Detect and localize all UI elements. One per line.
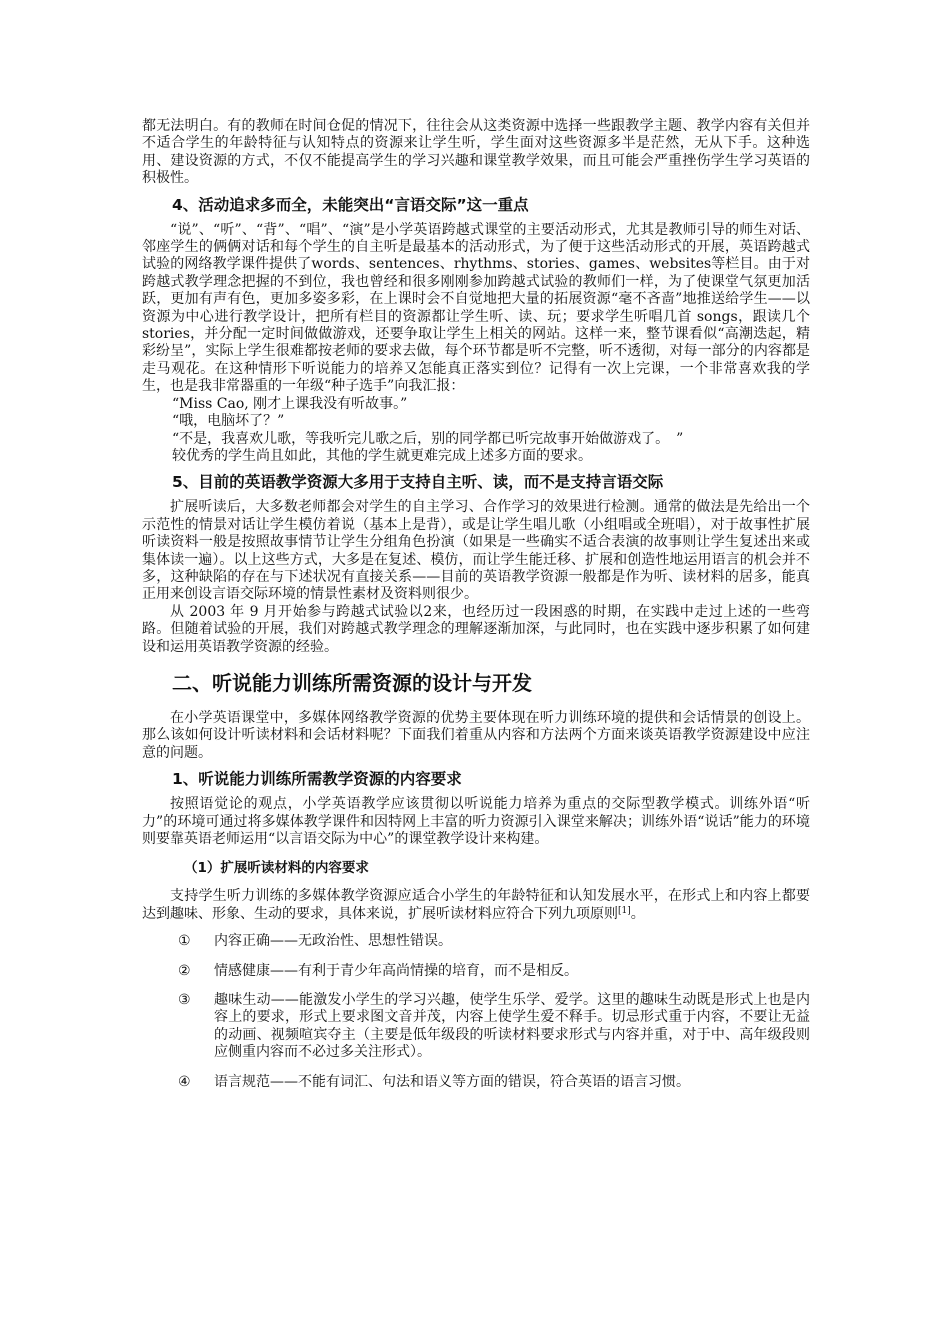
paragraph-since-2003: 从 2003 年 9 月开始参与跨越式试验以2来，也经历过一段困惑的时期，在实践中走过上述的一些弯路。但随着试验的开展，我们对跨越式教学理念的理解逐渐加深，与此同时，也在实践中逐步积累了如何建设和运用英语教学资源的经验。	[142, 603, 810, 655]
list-item-text: 语言规范——不能有词汇、句法和语义等方面的错误，符合英语的语言习惯。	[214, 1073, 690, 1090]
heading-content-requirements: 1、听说能力训练所需教学资源的内容要求	[172, 770, 462, 789]
dialog-line-1: “Miss Cao, 刚才上课我没有听故事。”	[172, 395, 408, 412]
list-item	[142, 963, 810, 980]
subheading-listening-materials: （1）扩展听读材料的内容要求	[184, 860, 369, 877]
list-item-number: ③	[178, 992, 191, 1009]
paragraph-content: 按照语觉论的观点，小学英语教学应该贯彻以听说能力培养为重点的交际型教学模式。训练外语“听力”的环境可通过将多媒体教学课件和因特网上丰富的听力资源引入课堂来解决；训练外语“说话”能力的环境则要靠英语老师运用“以言语交际为中心”的课堂教学设计来构建。	[142, 796, 810, 847]
list-item	[142, 1074, 810, 1091]
paragraph-section-2: 在小学英语课堂中，多媒体网络教学资源的优势主要体现在听力训练环境的提供和会话情景的创设上。那么该如何设计听读材料和会话材料呢？下面我们着重从内容和方法两个方面来谈英语教学资源建设中应注意的问题。	[142, 709, 810, 761]
heading-activities: 4、活动追求多而全，未能突出“言语交际”这一重点	[172, 195, 529, 214]
list-item-number: ④	[178, 1073, 191, 1090]
heading-resources-listening: 5、目前的英语教学资源大多用于支持自主听、读，而不是支持言语交际	[172, 473, 664, 492]
paragraph-activities: “说”、“听”、“背”、“唱”、“演”是小学英语跨越式课堂的主要活动形式，尤其是教师引导的师生对话、邻座学生的俩俩对话和每个学生的自主听是最基本的活动形式，为了便于这些活动形式的开展，英语跨越式试验的网络教学课件提供了words、sentences、rhythms、stories、games、websites等栏目。由于对跨越式教学理念把握的不到位，我也曾经和很多刚刚参加跨越式试验的教师们一样，为了使课堂气氛更加活跃，更加有声有色，更加多姿多彩，在上课时会不自觉地把大量的拓展资源“毫不吝啬”地推送给学生——以资源为中心进行教学设计，把所有栏目的资源都让学生听、读、玩；要求学生听唱几首 songs，跟读几个 stories，并分配一定时间做做游戏，还要争取让学生上相关的网站。这样一来，整节课看似“高潮迭起，精彩纷呈”，实际上学生很难都按老师的要求去做，每个环节都是听不完整，听不透彻，对每一部分的内容都是走马观花。在这种情形下听说能力的培养又怎能真正落实到位？记得有一次上完课，一个非常喜欢我的学生，也是我非常器重的一年级“种子选手”向我汇报：	[142, 221, 810, 395]
reference-marker: [1]	[618, 905, 631, 916]
list-item-text: 趣味生动——能激发小学生的学习兴趣，使学生乐学、爱学。这里的趣味生动既是形式上也是内容上的要求，形式上要求图文音并茂，内容上使学生爱不释手。切忌形式重于内容，不要让无益的动画、视频喧宾夺主（主要是低年级段的听读材料要求形式与内容并重，对于中、高年级段则应侧重内容而不必过多关注形式）。	[214, 992, 810, 1061]
paragraph-principles	[142, 888, 810, 923]
section-heading-2: 二、听说能力训练所需资源的设计与开发	[172, 670, 532, 695]
list-item	[142, 933, 810, 950]
paragraph-intro: 都无法明白。有的教师在时间仓促的情况下，往往会从这类资源中选择一些跟教学主题、教学内容有关但并不适合学生的年龄特征与认知特点的资源来让学生听，学生面对这些资源多半是茫然，无从下手。这种选用、建设资源的方式，不仅不能提高学生的学习兴趣和课堂教学效果，而且可能会严重挫伤学生学习英语的积极性。	[142, 118, 810, 187]
list-item-text: 情感健康——有利于青少年高尚情操的培育，而不是相反。	[214, 962, 578, 979]
dialog-block	[142, 396, 810, 466]
list-item	[142, 992, 810, 1062]
dialog-line-4: 较优秀的学生尚且如此，其他的学生就更难完成上述多方面的要求。	[172, 447, 592, 464]
paragraph-listening: 扩展听读后，大多数老师都会对学生的自主学习、合作学习的效果进行检测。通常的做法是先给出一个示范性的情景对话让学生模仿着说（基本上是背），或是让学生唱儿歌（小组唱或全班唱），对于故事性扩展听读资料一般是按照故事情节让学生分组角色扮演（如果是一些确实不适合表演的故事则让学生复述出来或集体读一遍）。以上这些方式，大多是在复述、模仿，而让学生能迁移、扩展和创造性地运用语言的机会并不多，这种缺陷的存在与下述状况有直接关系——目前的英语教学资源一般都是作为听、读材料的居多，能真正用来创设言语交际环境的情景性素材及资料则很少。	[142, 499, 810, 603]
list-item-number: ①	[178, 933, 191, 950]
dialog-line-2: “哦，电脑坏了？”	[172, 413, 285, 430]
list-item-text: 内容正确——无政治性、思想性错误。	[214, 933, 452, 950]
principles-end: 。	[630, 905, 645, 922]
list-item-number: ②	[178, 962, 191, 979]
dialog-line-3: “不是，我喜欢儿歌，等我听完儿歌之后，别的同学都已听完故事开始做游戏了。 ”	[172, 430, 684, 447]
principles-list	[142, 933, 810, 1091]
principles-text: 支持学生听力训练的多媒体教学资源应适合小学生的年龄特征和认知发展水平，在形式上和内容上都要达到趣味、形象、生动的要求，具体来说，扩展听读材料应符合下列九项原则	[142, 888, 810, 922]
document-page	[142, 118, 810, 1103]
